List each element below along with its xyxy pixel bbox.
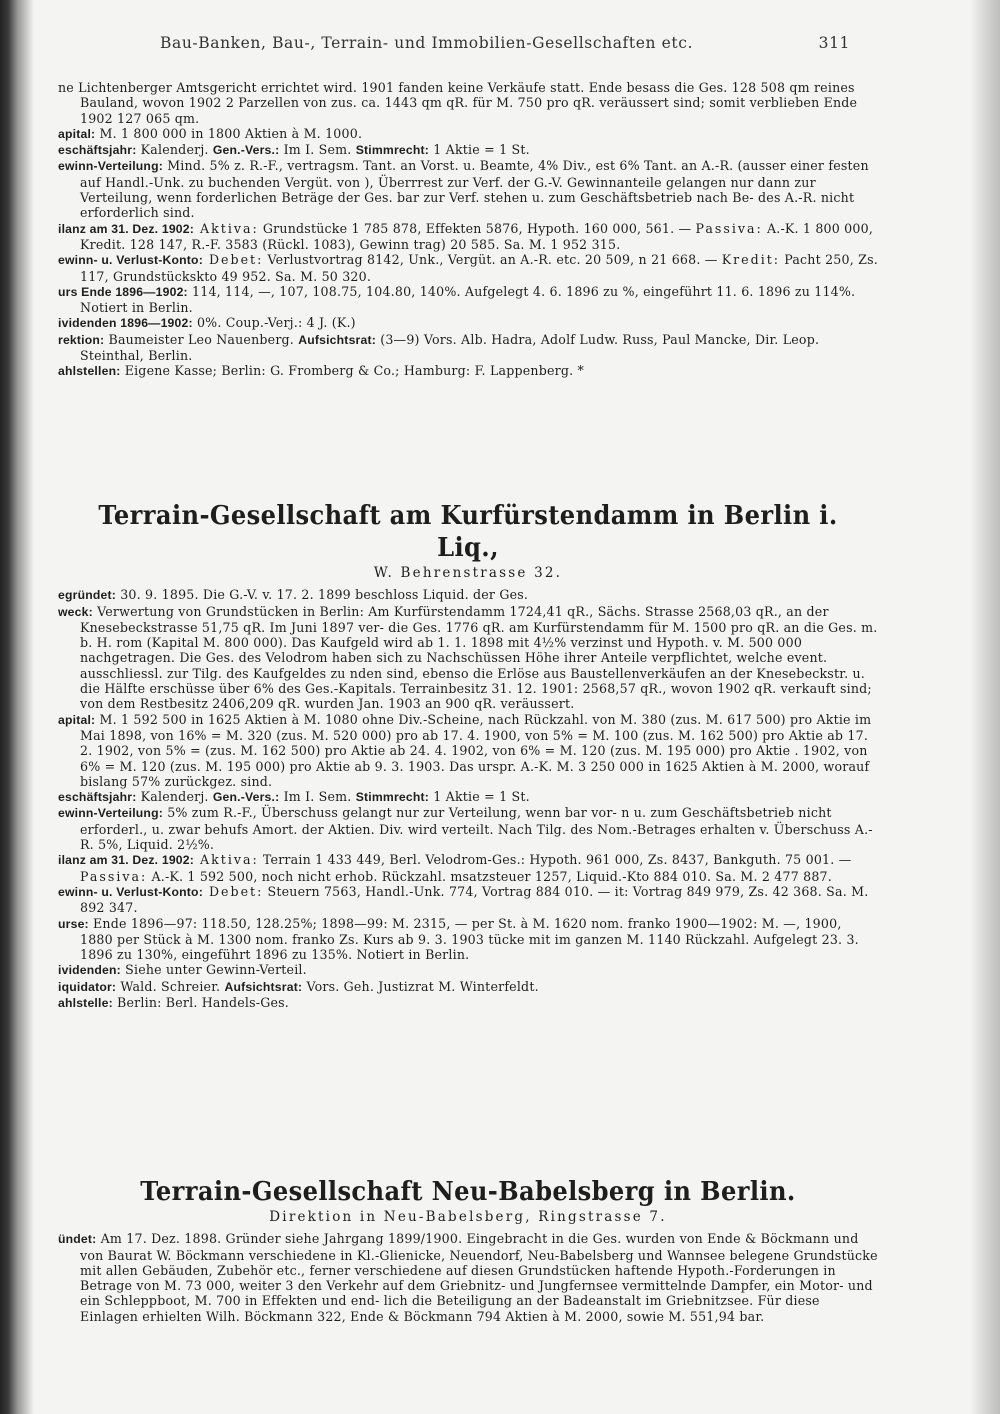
company-title: Terrain-Gesellschaft am Kurfürstendamm in Berlin i. Liq., — [98, 501, 838, 563]
book-gutter — [0, 0, 34, 1414]
company-entry-continued — [58, 80, 878, 380]
gegruendet: ündet: Am 17. Dez. 1898. Gründer siehe Jahrgang 1899/1900. Eingebracht in die Ges. wurden von Ende & Böckmann und von Baurat W. Böckmann verschiedene in Kl.-Glienicke, Neuendorf, Neu-Babelsberg und Wannsee belegene Grundstücke mit allen Gebäuden, Zubehör etc., ferner verschiedene auf diesen Grundstücken haftende Hypoth.-Forderungen in Betrage von M. 73 000, weiter 3 den Verkehr auf dem Griebnitz- und Jungfernsee vermittelnde Dampfer, ein Motor- und ein Schleppboot, M. 700 in Effekten und end- lich die Beteiligung an der Badeanstalt im Griebnitzsee. Für diese Einlagen erhielten Wilh. Böckmann 322, Ende & Böckmann 794 Aktien à M. 2000, sowie M. 551,94 bar. — [58, 1231, 878, 1324]
gewinn-verlust-konto: ewinn- u. Verlust-Konto: Debet: Steuern 7563, Handl.-Unk. 774, Vortrag 884 010. — it: Vortrag 849 979, Zs. 42 368. Sa. M. 892 347. — [58, 883, 869, 916]
kurse: urs Ende 1896—1902: 114, 114, —, 107, 108.75, 104.80, 140%. Aufgelegt 4. 6. 1896 zu %, eingeführt 11. 6. 1896 zu 114%. Notiert in Berlin. — [58, 283, 856, 316]
company-address: W. Behrenstrasse 32. — [373, 565, 563, 581]
gewinn-verteilung: ewinn-Verteilung: Mind. 5% z. R.-F., vertragsm. Tant. an Vorst. u. Beamte, 4% Div., est 6% Tant. an A.-R. (ausser einer festen auf Handl.-Unk. zu buchenden Vergüt. von ), Überrrest zur Verf. der G.-V. Gewinnanteile gelangen nur dann zur Verteilung, wenn forderlichen Beträge der Ges. bar zur Verf. stehen u. zum Geschäftsbetrieb nach Be- des A.-R. nicht erforderlich sind. — [58, 158, 869, 221]
zweck: weck: Verwertung von Grundstücken in Berlin: Am Kurfürstendamm 1724,41 qR., Sächs. Strasse 2568,03 qR., an der Knesebeckstrasse 51,75 qR. Im Juni 1897 ver- die Ges. 1776 qR. am Kurfürstendamm für M. 1500 pro qR. an die Ges. m. b. H. rom (Kapital M. 800 000). Das Kaufgeld wird ab 1. 1. 1898 mit 4½% verzinst und Hypoth. v. M. 500 000 nachgetragen. Die Ges. des Velodrom haben sich zu Nachschüssen Höhe ihrer Anteile verpflichtet, welche event. ausschliessl. zur Tilg. des Kaufgeldes zu nden sind, ebenso die Erlöse aus Baustellenverkäufen an der Knesebeckstr. u. die Hälfte erschüsse über 6% des Ges.-Kapitals. Terrainbesitz 31. 12. 1901: 2568,57 qR., wovon 1902 qR. verkauft sind; von dem Restbesitz 2406,209 qR. wurden Jan. 1903 an 900 qR. veräussert. — [58, 603, 878, 712]
zahlstellen: ahlstellen: Eigene Kasse; Berlin: G. Fromberg & Co.; Hamburg: F. Lappenberg. * — [58, 363, 585, 379]
running-header — [160, 34, 850, 52]
page-edge — [970, 0, 1000, 1414]
page-number: 311 — [818, 34, 850, 52]
company-title: Terrain-Gesellschaft Neu-Babelsberg in Berlin. — [140, 1177, 796, 1207]
running-title: Bau-Banken, Bau-, Terrain- und Immobilien-Gesellschaften etc. — [160, 34, 694, 52]
kapital: apital: M. 1 592 500 in 1625 Aktien à M. 1080 ohne Div.-Scheine, nach Rückzahl. von M. 380 (zus. M. 617 500) pro Aktie im Mai 1898, von 16% = M. 320 (zus. M. 520 000) pro ab 17. 4. 1900, von 5% = M. 100 (zus. M. 162 500) pro Aktie ab 17. 2. 1902, von 5% = (zus. M. 162 500) pro Aktie ab 24. 4. 1902, von 6% = M. 120 (zus. M. 195 000) pro Aktie . 1902, von 6% = M. 120 (zus. M. 195 000) pro Aktie ab 9. 3. 1903. Das urspr. A.-K. M. 3 250 000 in 1625 Aktien à M. 2000, worauf bislang 57% zurückgez. sind. — [58, 711, 872, 789]
geschaeftsjahr-line: eschäftsjahr: Kalenderj. Gen.-Vers.: Im I. Sem. Stimmrecht: 1 Aktie = 1 St. — [58, 142, 530, 158]
direktion-aufsichtsrat: rektion: Baumeister Leo Nauenberg. Aufsichtsrat: (3—9) Vors. Alb. Hadra, Adolf Ludw. Russ, Paul Mancke, Dir. Leop. Steinthal, Berlin. — [58, 331, 820, 364]
bilanz: ilanz am 31. Dez. 1902: Aktiva: Terrain 1 433 449, Berl. Velodrom-Ges.: Hypoth. 961 000, Zs. 8437, Bankguth. 75 001. — Passiva: A.-K. 1 592 500, noch nicht erhob. Rückzahl. msatzsteuer 1257, Liquid.-Kto 884 010. Sa. M. 2 477 887. — [58, 852, 852, 884]
geschaeftsjahr-line: eschäftsjahr: Kalenderj. Gen.-Vers.: Im I. Sem. Stimmrecht: 1 Aktie = 1 St. — [58, 789, 530, 805]
kurse: urse: Ende 1896—97: 118.50, 128.25%; 1898—99: M. 2315, — per St. à M. 1620 nom. franko 1900—1902: M. —, 1900, 1880 per Stück à M. 1300 nom. franko Zs. Kurs ab 9. 3. 1903 tücke mit im ganzen M. 1140 Rückzahl. Aufgelegt 23. 3. 1896 zu 130%, eingeführt 1896 zu 135%. Notiert in Berlin. — [58, 915, 859, 963]
dividenden: ividenden: Siehe unter Gewinn-Verteil. — [58, 962, 307, 978]
gewinn-verlust-konto: ewinn- u. Verlust-Konto: Debet: Verlustvortrag 8142, Unk., Vergüt. an A.-R. etc. 20 509, n 21 668. — Kredit: Pacht 250, Zs. 117, Grundstückskto 49 952. Sa. M. 50 320. — [58, 252, 878, 284]
bilanz: ilanz am 31. Dez. 1902: Aktiva: Grundstücke 1 785 878, Effekten 5876, Hypoth. 160 000, 561. — Passiva: A.-K. 1 800 000, Kredit. 128 147, R.-F. 3583 (Rückl. 1083), Gewinn trag) 20 585. Sa. M. 1 952 315. — [58, 220, 874, 252]
company-entry-kurfuerstendamm — [58, 500, 878, 1011]
dividenden: ividenden 1896—1902: 0%. Coup.-Verj.: 4 J. (K.) — [58, 315, 356, 331]
kapital-line: apital: M. 1 800 000 in 1800 Aktien à M. 1000. — [58, 125, 363, 141]
zahlstelle: ahlstelle: Berlin: Berl. Handels-Ges. — [58, 995, 289, 1011]
gegruendet: egründet: 30. 9. 1895. Die G.-V. v. 17. 2. 1899 beschloss Liquid. der Ges. — [58, 587, 529, 603]
company-address: Direktion in Neu-Babelsberg, Ringstrasse 7. — [269, 1209, 667, 1225]
gewinn-verteilung: ewinn-Verteilung: 5% zum R.-F., Überschuss gelangt nur zur Verteilung, wenn bar vor- n u. zum Geschäftsbetrieb nicht erforderl., u. zwar behufs Amort. der Aktien. Div. wird verteilt. Nach Tilg. des Nom.-Betrages erhalten v. Überschuss A.-R. 5%, Liquid. 2½%. — [58, 805, 873, 853]
intro-paragraph: ne Lichtenberger Amtsgericht errichtet wird. 1901 fanden keine Verkäufe statt. Ende besass die Ges. 128 508 qm reines Bauland, wovon 1902 2 Parzellen von zus. ca. 1443 qm qR. für M. 750 pro qR. veräussert sind; somit verblieben Ende 1902 127 065 qm. — [58, 80, 858, 126]
liquidator-aufsichtsrat: iquidator: Wald. Schreier. Aufsichtsrat: Vors. Geh. Justizrat M. Winterfeldt. — [58, 978, 539, 994]
company-entry-neu-babelsberg — [58, 1176, 878, 1324]
